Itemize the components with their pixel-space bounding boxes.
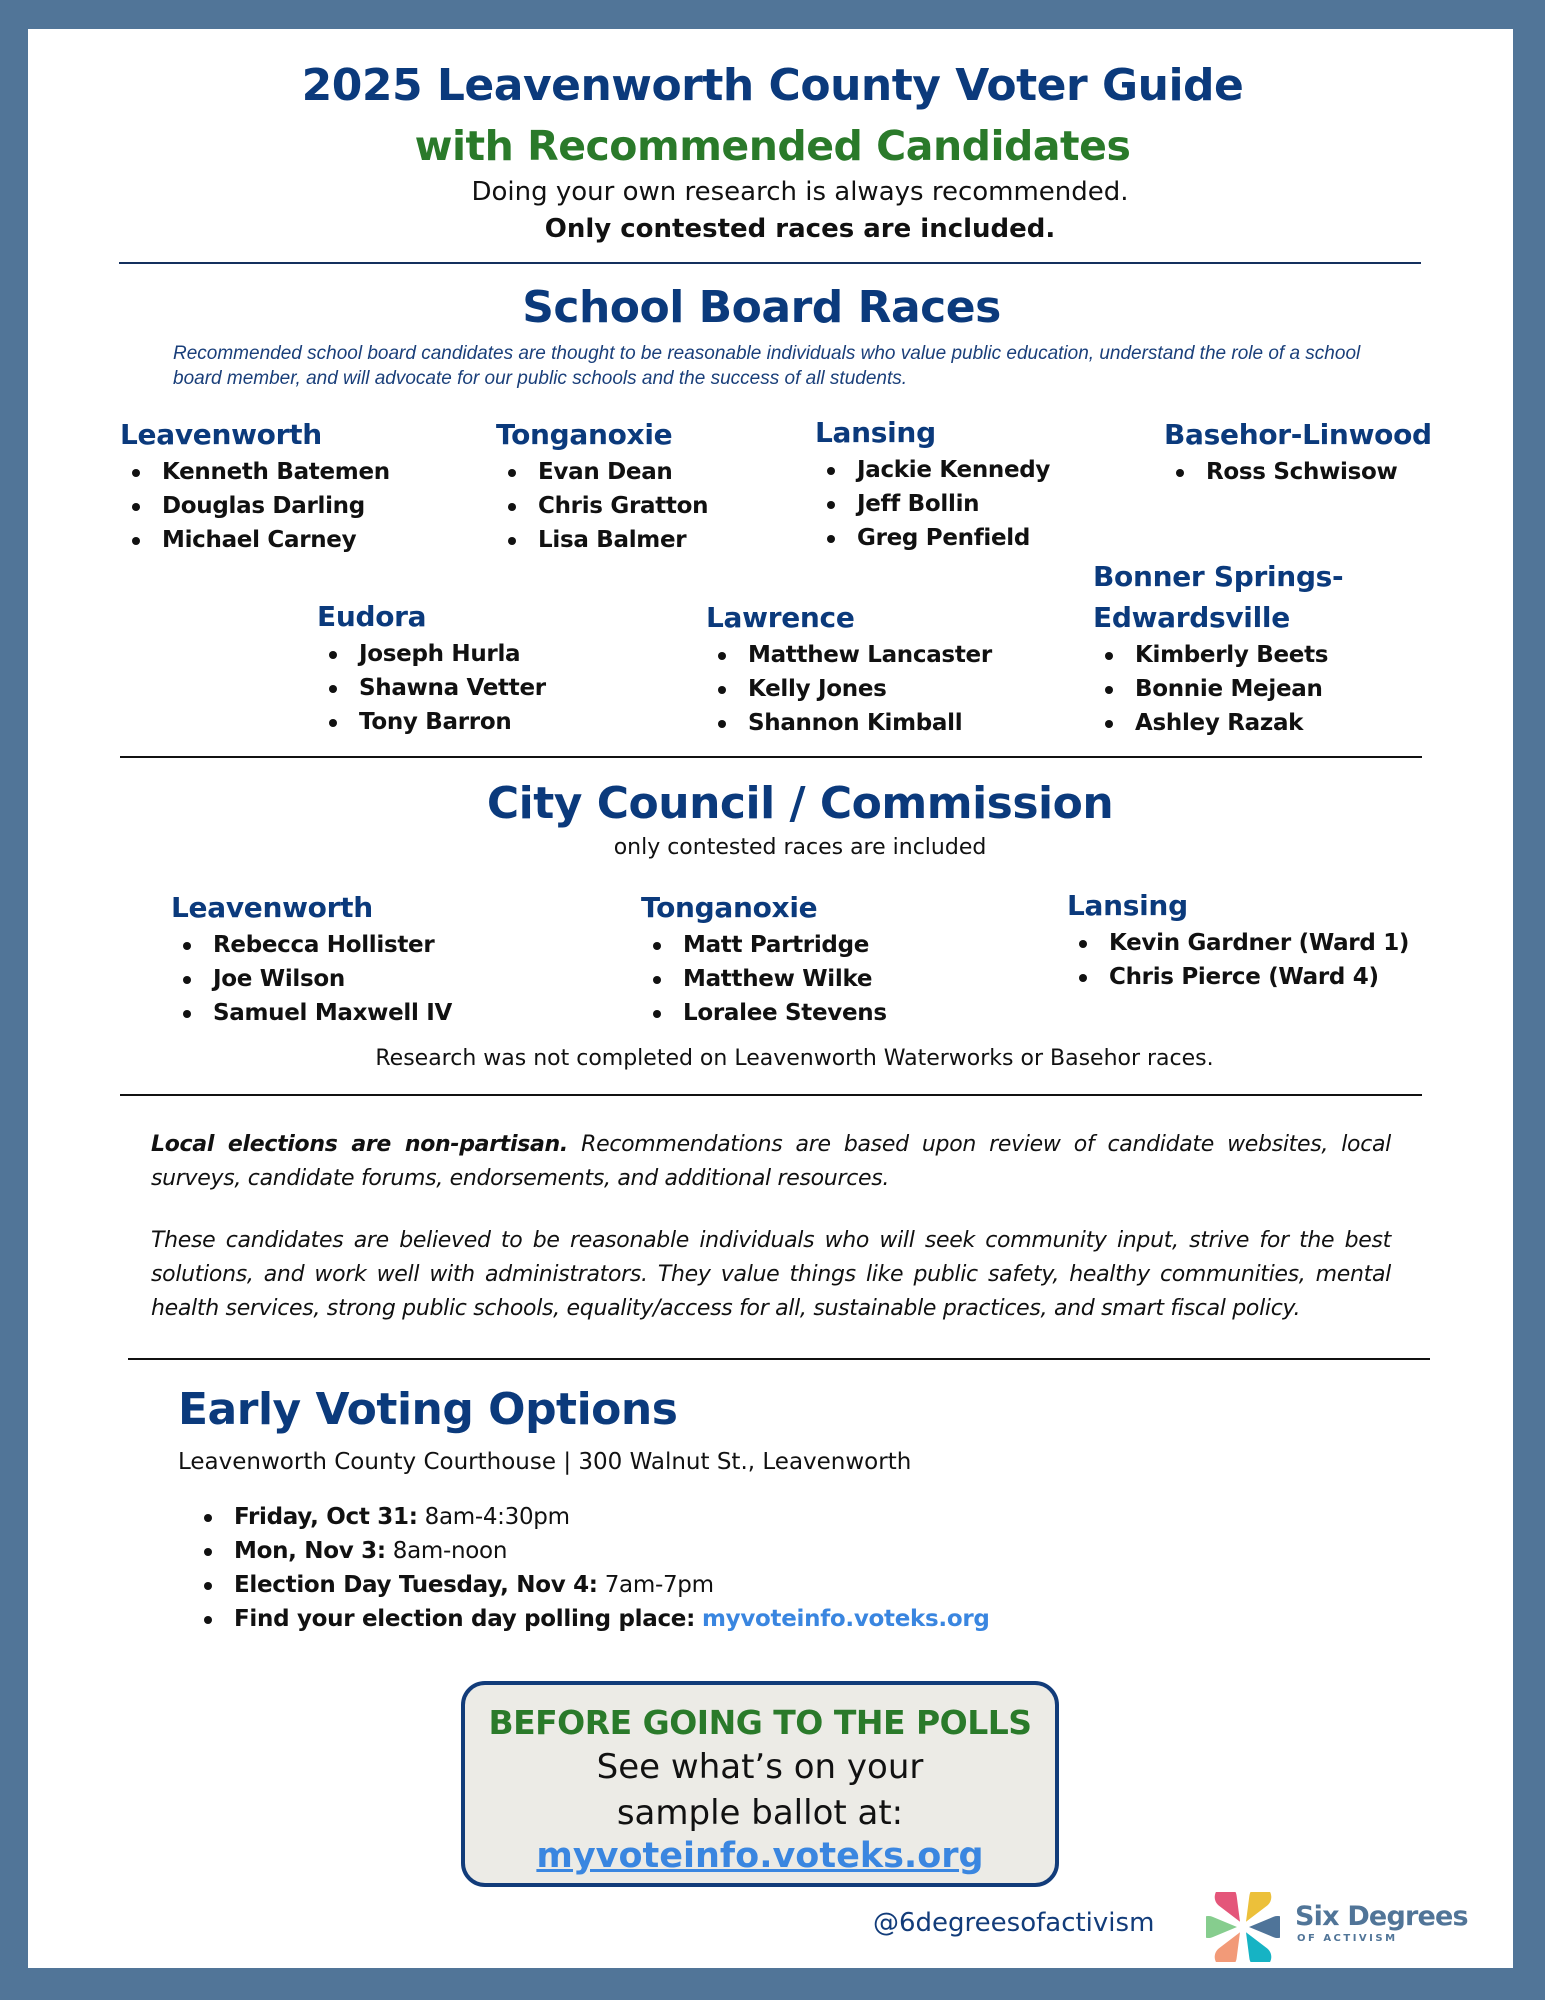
research-note: Research was not completed on Leavenworth Waterworks or Basehor races. <box>375 1046 1214 1071</box>
candidate: Ashley Razak <box>1093 706 1343 740</box>
candidate: Michael Carney <box>120 523 390 557</box>
voting-date-label: Friday, Oct 31: <box>234 1504 418 1530</box>
notes-divider <box>128 1358 1430 1360</box>
callout-line-1: See what’s on your <box>596 1747 924 1787</box>
candidate: Rebecca Hollister <box>171 928 452 962</box>
council-district-tonganoxie <box>641 887 887 1030</box>
candidate: Bonnie Mejean <box>1093 672 1343 706</box>
voting-date-item <box>192 1568 990 1602</box>
school-district-basehor-linwood <box>1164 414 1432 489</box>
nonpartisan-body: Recommendations are based upon review of candidate websites, local surveys, candidate forums, endorsements, and additional resources. <box>151 1132 1391 1191</box>
candidate: Greg Penfield <box>815 521 1050 555</box>
candidate: Matthew Wilke <box>641 962 887 996</box>
page-title: 2025 Leavenworth County Voter Guide <box>301 60 1244 111</box>
city-council-subtitle: only contested races are included <box>613 835 987 860</box>
sample-ballot-link[interactable]: myvoteinfo.voteks.org <box>536 1836 984 1876</box>
candidate: Loralee Stevens <box>641 996 887 1030</box>
voting-date-item <box>192 1534 990 1568</box>
candidate: Jackie Kennedy <box>815 453 1050 487</box>
callout-line-2: sample ballot at: <box>616 1793 904 1833</box>
early-voting-address: Leavenworth County Courthouse | 300 Walnut St., Leavenworth <box>178 1449 912 1475</box>
voting-hours: 8am-4:30pm <box>417 1504 570 1530</box>
council-district-leavenworth <box>171 887 452 1030</box>
candidate: Tony Barron <box>317 705 546 739</box>
candidates-values-paragraph: These candidates are believed to be reasonable individuals who will seek community input, strive for the best solutions, and work well with administrators. They value things like public safety, healthy communities, mental health services, strong public schools, equality/access for all, sustainable practices, and smart fiscal policy. <box>151 1228 1391 1321</box>
candidate: Ross Schwisow <box>1164 455 1432 489</box>
candidate: Douglas Darling <box>120 489 390 523</box>
header-divider <box>119 262 1421 264</box>
district-name: Lansing <box>1067 889 1188 922</box>
nonpartisan-lead: Local elections are non-partisan. <box>151 1132 568 1157</box>
district-name: Tonganoxie <box>496 418 673 451</box>
candidate: Kelly Jones <box>706 672 992 706</box>
candidate: Kenneth Batemen <box>120 455 390 489</box>
early-voting-list <box>192 1500 990 1636</box>
sample-ballot-callout <box>461 1681 1059 1887</box>
voting-date-label: Mon, Nov 3: <box>234 1538 386 1564</box>
candidate: Chris Pierce (Ward 4) <box>1067 960 1409 994</box>
district-name-line1: Bonner Springs- <box>1093 560 1344 593</box>
early-voting-title: Early Voting Options <box>178 1384 678 1435</box>
candidate: Matt Partridge <box>641 928 887 962</box>
school-board-intro: Recommended school board candidates are thought to be reasonable individuals who value public education, understand the role of a school board member, and will advocate for our public schools and the success of all students. <box>173 343 1361 389</box>
district-name: Lansing <box>815 416 936 449</box>
brand-name: Six Degrees <box>1295 1901 1468 1932</box>
school-district-tonganoxie <box>496 414 708 557</box>
voting-date-label: Election Day Tuesday, Nov 4: <box>234 1572 598 1598</box>
candidate: Lisa Balmer <box>496 523 708 557</box>
district-name: Lawrence <box>706 601 855 634</box>
candidate: Matthew Lancaster <box>706 638 992 672</box>
candidate: Jeff Bollin <box>815 487 1050 521</box>
candidate: Samuel Maxwell IV <box>171 996 452 1030</box>
brand-subtitle: OF ACTIVISM <box>1297 1933 1398 1944</box>
page-subtitle: with Recommended Candidates <box>414 122 1131 170</box>
school-district-leavenworth <box>120 414 390 557</box>
voting-hours: 7am-7pm <box>597 1572 714 1598</box>
candidate: Evan Dean <box>496 455 708 489</box>
school-board-divider <box>120 756 1422 758</box>
callout-heading: BEFORE GOING TO THE POLLS <box>488 1703 1032 1742</box>
school-district-eudora <box>317 596 546 739</box>
district-name: Basehor-Linwood <box>1164 418 1432 451</box>
six-degrees-logo-icon <box>1206 1892 1280 1962</box>
polling-place-link[interactable]: myvoteinfo.voteks.org <box>702 1606 990 1632</box>
city-council-title: City Council / Commission <box>486 778 1114 829</box>
candidate: Shannon Kimball <box>706 706 992 740</box>
candidate: Chris Gratton <box>496 489 708 523</box>
candidate: Shawna Vetter <box>317 671 546 705</box>
district-name: Eudora <box>317 600 427 633</box>
district-name-line2: Edwardsville <box>1093 601 1290 634</box>
school-district-bonner-springs-edwardsville <box>1093 556 1343 740</box>
contested-tagline: Only contested races are included. <box>544 214 1056 244</box>
council-divider <box>120 1094 1422 1096</box>
polling-place-item <box>192 1602 990 1636</box>
district-name: Leavenworth <box>171 891 373 924</box>
candidate: Kevin Gardner (Ward 1) <box>1067 926 1409 960</box>
research-tagline: Doing your own research is always recommended. <box>471 177 1129 207</box>
candidate: Joe Wilson <box>171 962 452 996</box>
school-district-lawrence <box>706 597 992 740</box>
nonpartisan-paragraph <box>151 1128 1391 1196</box>
school-district-lansing <box>815 412 1050 555</box>
polling-place-label: Find your election day polling place: <box>234 1606 695 1632</box>
district-name: Leavenworth <box>120 418 322 451</box>
social-handle: @6degreesofactivism <box>873 1908 1155 1938</box>
district-name <box>1093 556 1343 638</box>
district-name: Tonganoxie <box>641 891 818 924</box>
voting-date-item <box>192 1500 990 1534</box>
candidate: Kimberly Beets <box>1093 638 1343 672</box>
council-district-lansing <box>1067 885 1409 994</box>
voting-hours: 8am-noon <box>385 1538 508 1564</box>
school-board-title: School Board Races <box>522 282 1001 333</box>
candidate: Joseph Hurla <box>317 637 546 671</box>
